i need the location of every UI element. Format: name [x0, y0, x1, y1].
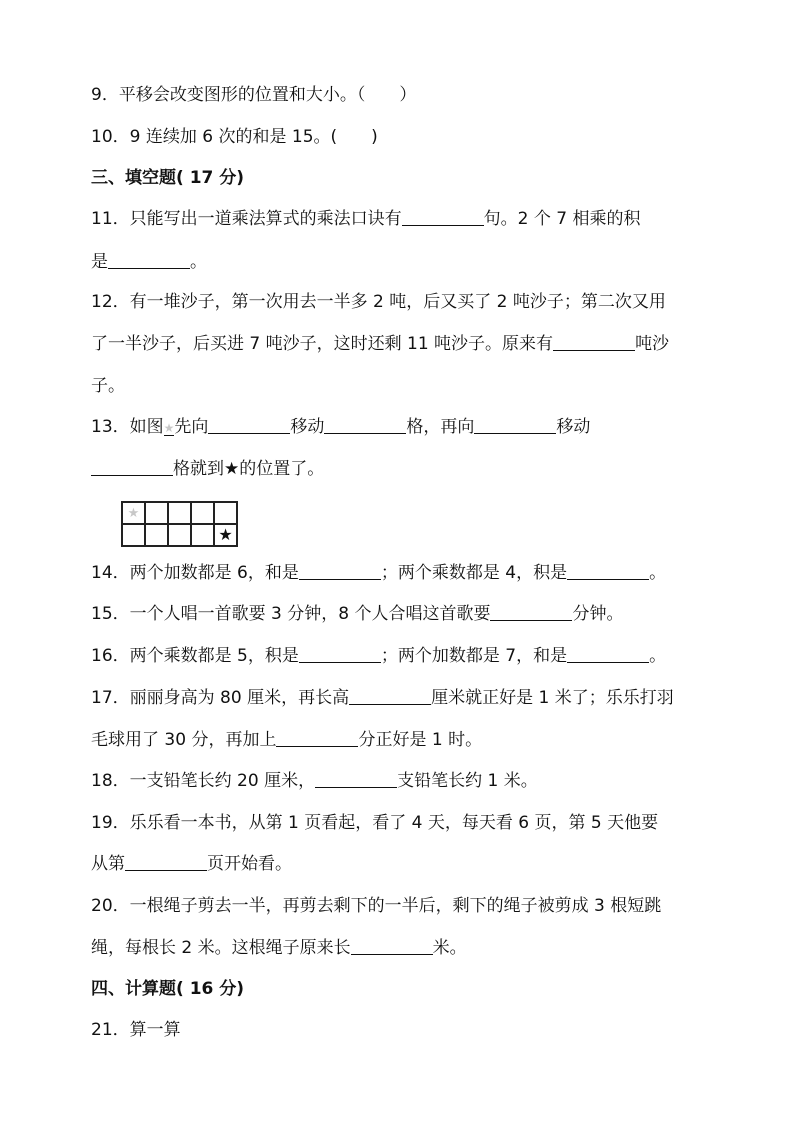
- question-11-continued: [91, 251, 207, 273]
- q16-text-1: 16．两个乘数都是 5，积是: [91, 646, 299, 666]
- q15-text-1: 15．一个人唱一首歌要 3 分钟，8 个人合唱这首歌要: [91, 604, 491, 624]
- q15-blank[interactable]: [490, 603, 572, 621]
- q12-text-1: 了一半沙子，后买进 7 吨沙子，这时还剩 11 吨沙子。原来有: [91, 334, 554, 354]
- q18-blank[interactable]: [315, 770, 397, 788]
- q13-text-7: 的位置了。: [239, 459, 325, 479]
- q13-blank-1[interactable]: [208, 416, 290, 434]
- q13-text-6: 格就到: [173, 459, 224, 479]
- section-4-heading: 四、计算题( 16 分): [91, 979, 245, 999]
- question-18: [91, 770, 538, 792]
- q14-text-2: ；两个乘数都是 4，积是: [380, 563, 568, 583]
- question-20: 20．一根绳子剪去一半，再剪去剩下的一半后，剩下的绳子被剪成 3 根短跳: [91, 896, 662, 916]
- grid-row-2: [122, 524, 237, 546]
- q13-text-3: 移动: [290, 417, 325, 437]
- grid-cell-start: [122, 502, 145, 524]
- q16-text-2: ；两个加数都是 7，和是: [380, 646, 568, 666]
- q11-text-1: 11．只能写出一道乘法算式的乘法口诀有: [91, 209, 402, 229]
- q15-text-2: 分钟。: [572, 604, 624, 624]
- q13-text-1: 13．如图: [91, 417, 164, 437]
- q13-text-4: 格，再向: [406, 417, 475, 437]
- q17-text-1: 17．丽丽身高为 80 厘米，再长高: [91, 688, 350, 708]
- q14-text-3: 。: [649, 563, 667, 583]
- question-11: [91, 208, 640, 230]
- dark-star-icon: ★: [224, 459, 240, 479]
- q13-text-5: 移动: [556, 417, 591, 437]
- q20-text-1: 绳，每根长 2 米。这根绳子原来长: [91, 938, 351, 958]
- q11-blank-2[interactable]: [108, 251, 190, 269]
- q11-text-2: 句。2 个 7 相乘的积: [483, 209, 641, 229]
- q16-blank-1[interactable]: [299, 645, 381, 663]
- question-17-line-2: [91, 729, 482, 751]
- star-grid: [121, 501, 238, 547]
- grid-cell: [145, 524, 168, 546]
- q17-text-3: 毛球用了 30 分，再加上: [91, 730, 277, 750]
- q17-blank-2[interactable]: [276, 729, 358, 747]
- question-21: 21．算一算: [91, 1020, 181, 1040]
- question-12-line-2: [91, 333, 669, 355]
- q19-text-1: 从第: [91, 854, 125, 874]
- grid-cell-end: [214, 524, 237, 546]
- grid-cell: [191, 502, 214, 524]
- question-10: 10．9 连续加 6 次的和是 15。( ): [91, 127, 378, 147]
- q17-text-4: 分正好是 1 时。: [358, 730, 483, 750]
- q12-blank[interactable]: [553, 333, 635, 351]
- question-19-line-2: [91, 853, 292, 875]
- q18-text-2: 支铅笔长约 1 米。: [397, 771, 538, 791]
- q13-blank-2[interactable]: [324, 416, 406, 434]
- question-17: [91, 687, 674, 709]
- grid-cell: [168, 502, 191, 524]
- question-16: [91, 645, 666, 667]
- light-star-icon: ★: [163, 421, 175, 435]
- question-13-line-2: [91, 458, 324, 480]
- question-19: 19．乐乐看一本书，从第 1 页看起，看了 4 天，每天看 6 页，第 5 天他要: [91, 813, 659, 833]
- question-12-line-3: 子。: [91, 376, 125, 396]
- question-14: [91, 562, 666, 584]
- dark-star-icon: ★: [218, 525, 233, 544]
- q20-text-2: 米。: [432, 938, 467, 958]
- q14-text-1: 14．两个加数都是 6，和是: [91, 563, 299, 583]
- q11-text-4: 。: [190, 252, 207, 272]
- grid-cell: [214, 502, 237, 524]
- q13-blank-3[interactable]: [474, 416, 556, 434]
- q20-blank[interactable]: [351, 937, 433, 955]
- question-12: 12．有一堆沙子，第一次用去一半多 2 吨，后又买了 2 吨沙子；第二次又用: [91, 292, 666, 312]
- grid-cell: [145, 502, 168, 524]
- q13-text-2: 先向: [174, 417, 209, 437]
- section-3-heading: 三、填空题( 17 分): [91, 168, 245, 188]
- q11-blank-1[interactable]: [402, 208, 484, 226]
- grid-cell: [168, 524, 191, 546]
- q19-blank[interactable]: [125, 853, 207, 871]
- grid-cell: [191, 524, 214, 546]
- q16-text-3: 。: [649, 646, 667, 666]
- question-13: [91, 416, 590, 439]
- q14-blank-1[interactable]: [299, 562, 381, 580]
- q17-blank-1[interactable]: [349, 687, 431, 705]
- question-20-line-2: [91, 937, 467, 959]
- grid-cell: [122, 524, 145, 546]
- q14-blank-2[interactable]: [567, 562, 649, 580]
- question-15: [91, 603, 623, 625]
- q16-blank-2[interactable]: [567, 645, 649, 663]
- q11-text-3: 是: [91, 252, 108, 272]
- light-star-icon: ★: [127, 506, 140, 521]
- question-9: 9．平移会改变图形的位置和大小。（ ）: [91, 85, 417, 105]
- q17-text-2: 厘米就正好是 1 米了；乐乐打羽: [431, 688, 674, 708]
- q19-text-2: 页开始看。: [207, 854, 292, 874]
- q12-text-2: 吨沙: [635, 334, 670, 354]
- grid-row-1: [122, 502, 237, 524]
- q18-text-1: 18．一支铅笔长约 20 厘米，: [91, 771, 316, 791]
- q13-blank-4[interactable]: [91, 458, 173, 476]
